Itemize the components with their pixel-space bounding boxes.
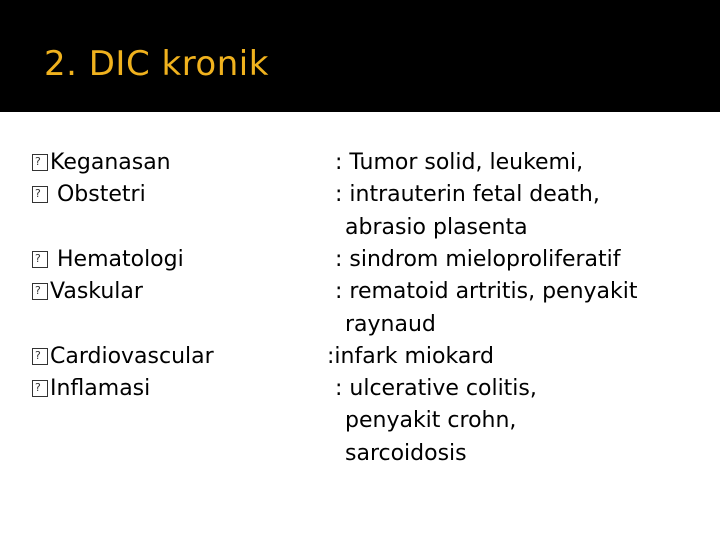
category-label: Obstetri xyxy=(50,182,146,207)
description-line: penyakit crohn, xyxy=(345,408,517,433)
category-label: Keganasan xyxy=(50,150,171,175)
bullet-icon xyxy=(32,251,48,268)
category-keganasan xyxy=(32,147,171,179)
bullet-icon xyxy=(32,154,48,171)
description-line: :infark miokard xyxy=(327,344,494,369)
category-label: Cardiovascular xyxy=(50,344,214,369)
category-hematologi xyxy=(32,244,184,276)
category-vaskular xyxy=(32,276,143,308)
title-bar xyxy=(0,0,720,112)
category-label: Inflamasi xyxy=(50,376,151,401)
bullet-icon xyxy=(32,283,48,300)
description-line: : intrauterin fetal death, xyxy=(335,182,600,207)
category-label: Vaskular xyxy=(50,279,143,304)
description-line: abrasio plasenta xyxy=(345,215,528,240)
bullet-icon xyxy=(32,348,48,365)
description-line: raynaud xyxy=(345,312,436,337)
description-line: sarcoidosis xyxy=(345,441,467,466)
description-line: : Tumor solid, leukemi, xyxy=(335,150,584,175)
bullet-icon xyxy=(32,186,48,203)
bullet-icon xyxy=(32,380,48,397)
description-line: : rematoid artritis, penyakit xyxy=(335,279,638,304)
category-obstetri xyxy=(32,179,146,211)
description-line: : sindrom mieloproliferatif xyxy=(335,247,621,272)
description-line: : ulcerative colitis, xyxy=(335,376,537,401)
category-label: Hematologi xyxy=(50,247,184,272)
category-cardiovascular xyxy=(32,341,214,373)
category-inflamasi xyxy=(32,373,150,405)
slide-title: 2. DIC kronik xyxy=(44,44,269,84)
